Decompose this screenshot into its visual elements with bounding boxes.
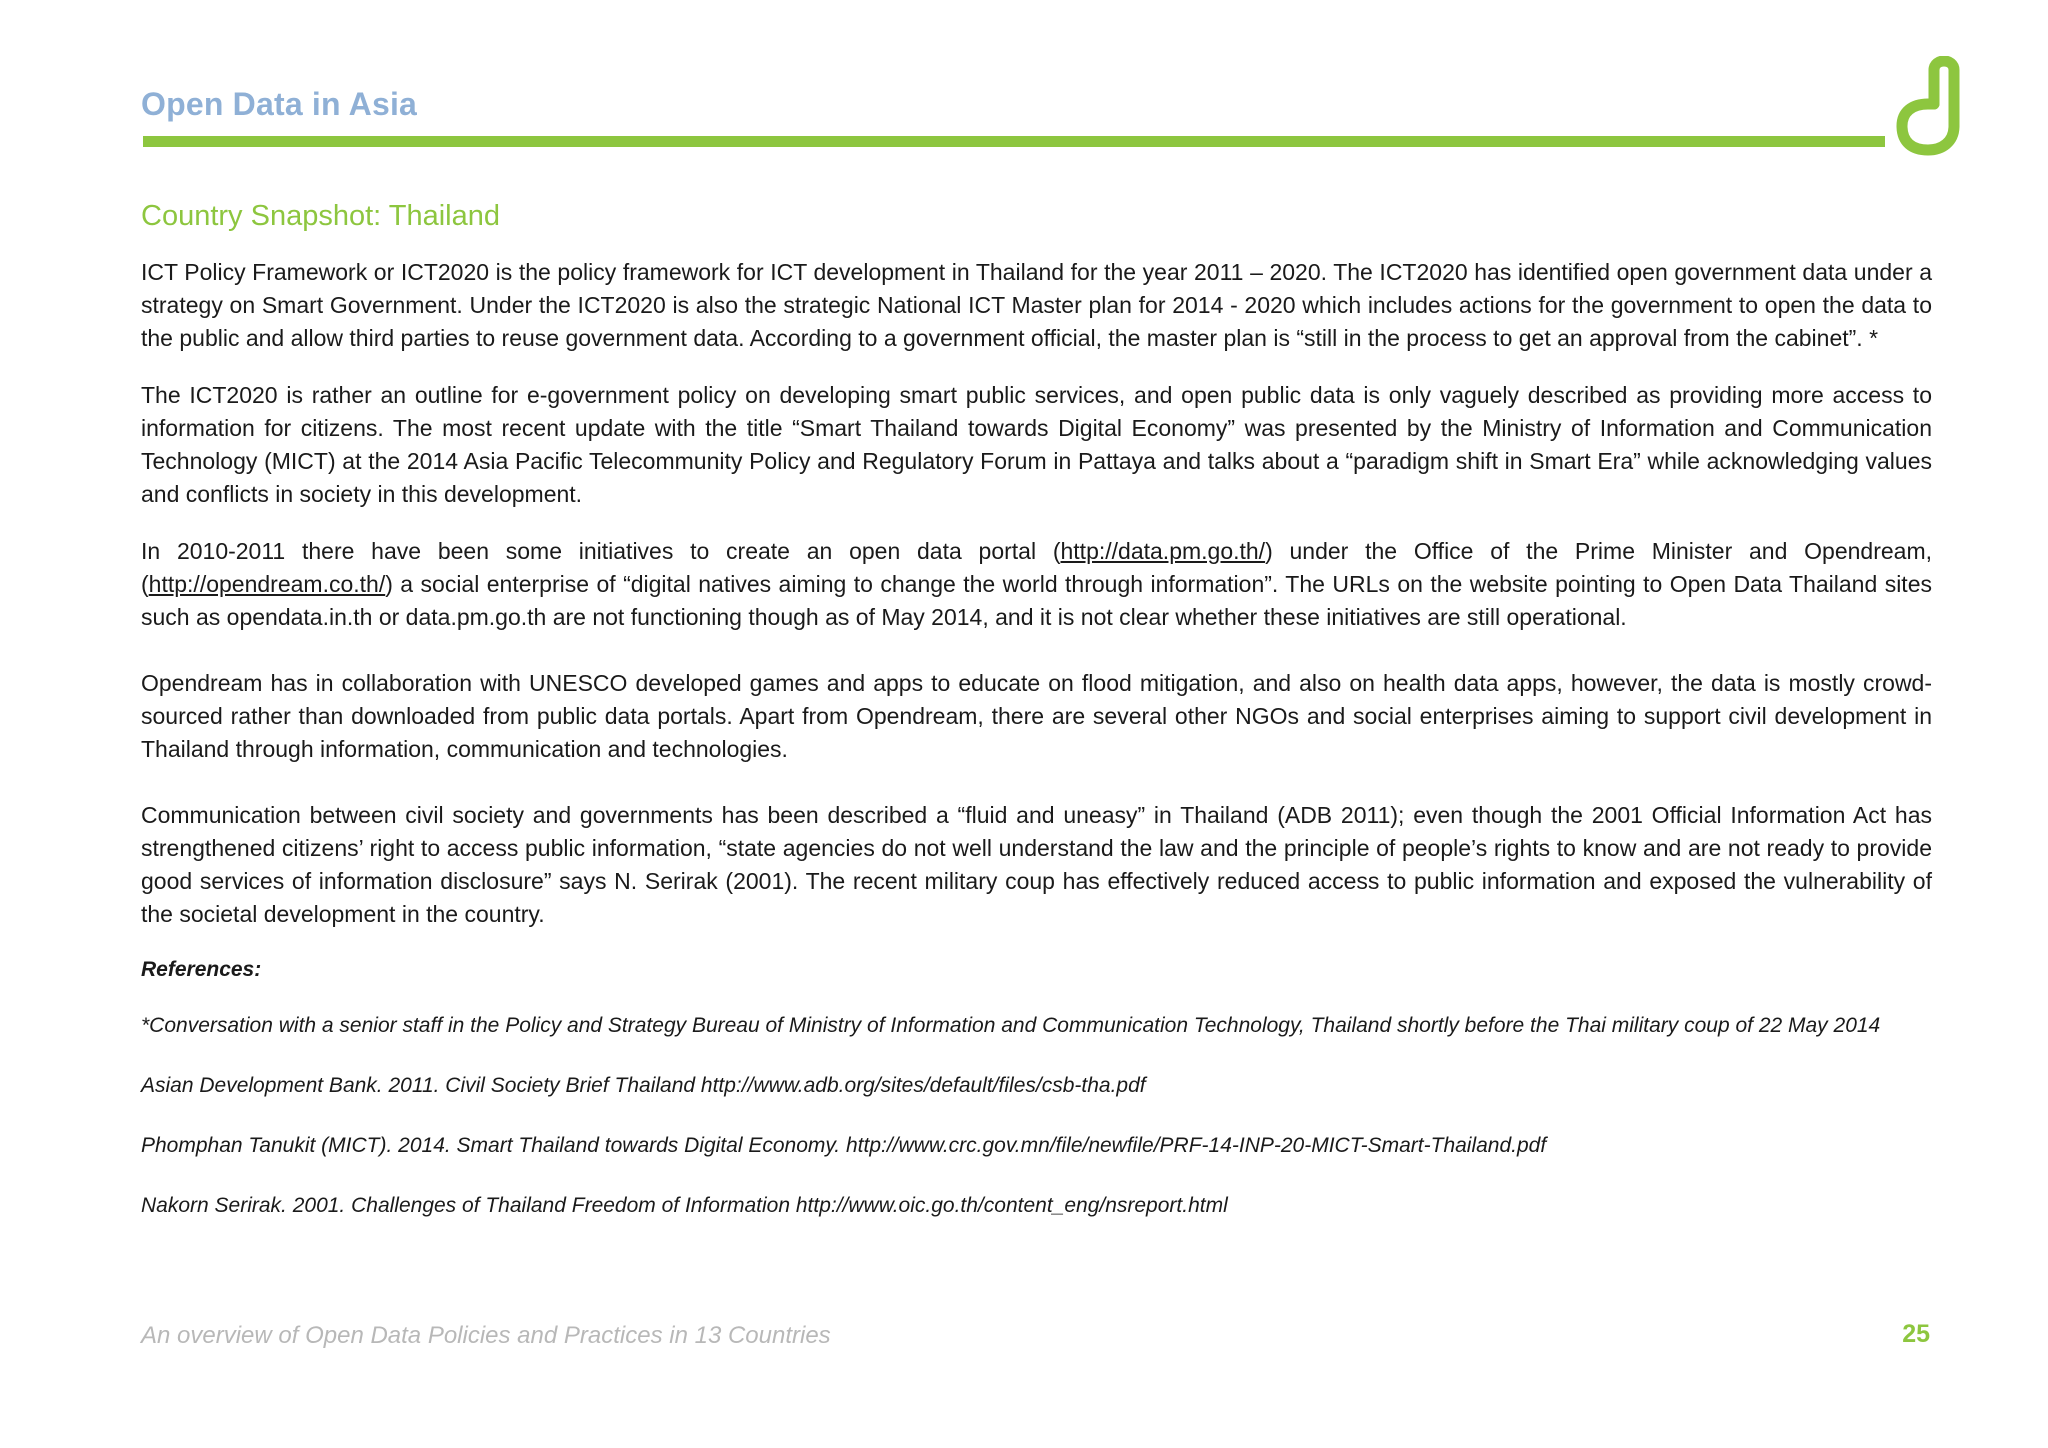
paragraph-ict2020-outline: The ICT2020 is rather an outline for e-government policy on developing smart public services, and open public data is only vaguely described as providing more access to information for citizens. The most recent update with the title “Smart Thailand towards Digital Economy” was presented by the Ministry of Information and Communication Technology (MICT) at the 2014 Asia Pacific Telecommunity Policy and Regulatory Forum in Pattaya and talks about a “paradigm shift in Smart Era” while acknowledging values and conflicts in society in this development. bbox=[141, 382, 1932, 507]
references-heading: References: bbox=[141, 958, 262, 981]
paragraph-text: In 2010-2011 there have been some initiatives to create an open data portal ( bbox=[141, 538, 1061, 564]
main-content bbox=[141, 196, 1932, 1223]
data-pm-link[interactable]: http://data.pm.go.th/ bbox=[1060, 538, 1266, 564]
section-title: Country Snapshot: Thailand bbox=[141, 200, 500, 232]
paragraph-opendream: Opendream has in collaboration with UNESCO developed games and apps to educate on flood mitigation, and also on health data apps, however, the data is mostly crowd-sourced rather than downloaded from public data portals. Apart from Opendream, there are several other NGOs and social enterprises aiming to support civil development in Thailand through information, communication and technologies. bbox=[141, 670, 1932, 762]
reference-item: Asian Development Bank. 2011. Civil Society Brief Thailand http://www.adb.org/sites/default/files/csb-tha.pdf bbox=[141, 1074, 1146, 1097]
footer-text: An overview of Open Data Policies and Practices in 13 Countries bbox=[141, 1322, 831, 1349]
paragraph-text: ) a social enterprise of “digital natives aiming to change the world through information”. The URLs on the website pointing to Open Data Thailand sites such as opendata.in.th or data.pm.go.th are not functioning though as of May 2014, and it is not clear whether these initiatives are still operational. bbox=[141, 571, 1932, 630]
header-rule bbox=[143, 136, 1885, 147]
open-data-logo-icon bbox=[1890, 56, 1960, 158]
reference-item: *Conversation with a senior staff in the Policy and Strategy Bureau of Ministry of Information and Communication Technology, Thailand shortly before the Thai military coup of 22 May 2014 bbox=[141, 1014, 1881, 1037]
page-number: 25 bbox=[1902, 1320, 1930, 1348]
paragraph-text: ) under the Office of the Prime Minister and Opendream, ( bbox=[141, 538, 1933, 597]
paragraph-ict-policy: ICT Policy Framework or ICT2020 is the policy framework for ICT development in Thailand for the year 2011 – 2020. The ICT2020 has identified open government data under a strategy on Smart Government. Under the ICT2020 is also the strategic National ICT Master plan for 2014 - 2020 which includes actions for the government to open the data to the public and allow third parties to reuse government data. According to a government official, the master plan is “still in the process to get an approval from the cabinet”. * bbox=[141, 259, 1932, 351]
reference-item: Phomphan Tanukit (MICT). 2014. Smart Thailand towards Digital Economy. http://www.crc.gov.mn/file/newfile/PRF-14-INP-20-MICT-Smart-Thailand.pdf bbox=[141, 1134, 1547, 1157]
paragraph-communication: Communication between civil society and governments has been described a “fluid and uneasy” in Thailand (ADB 2011); even though the 2001 Official Information Act has strengthened citizens’ right to access public information, “state agencies do not well understand the law and the principle of people’s rights to know and are not ready to provide good services of information disclosure” says N. Serirak (2001). The recent military coup has effectively reduced access to public information and exposed the vulnerability of the societal development in the country. bbox=[141, 802, 1932, 927]
opendream-link[interactable]: http://opendream.co.th/ bbox=[148, 571, 386, 597]
paragraph-open-data-portal bbox=[141, 535, 1932, 634]
reference-item: Nakorn Serirak. 2001. Challenges of Thailand Freedom of Information http://www.oic.go.th/content_eng/nsreport.html bbox=[141, 1194, 1228, 1217]
header-title: Open Data in Asia bbox=[141, 86, 418, 122]
